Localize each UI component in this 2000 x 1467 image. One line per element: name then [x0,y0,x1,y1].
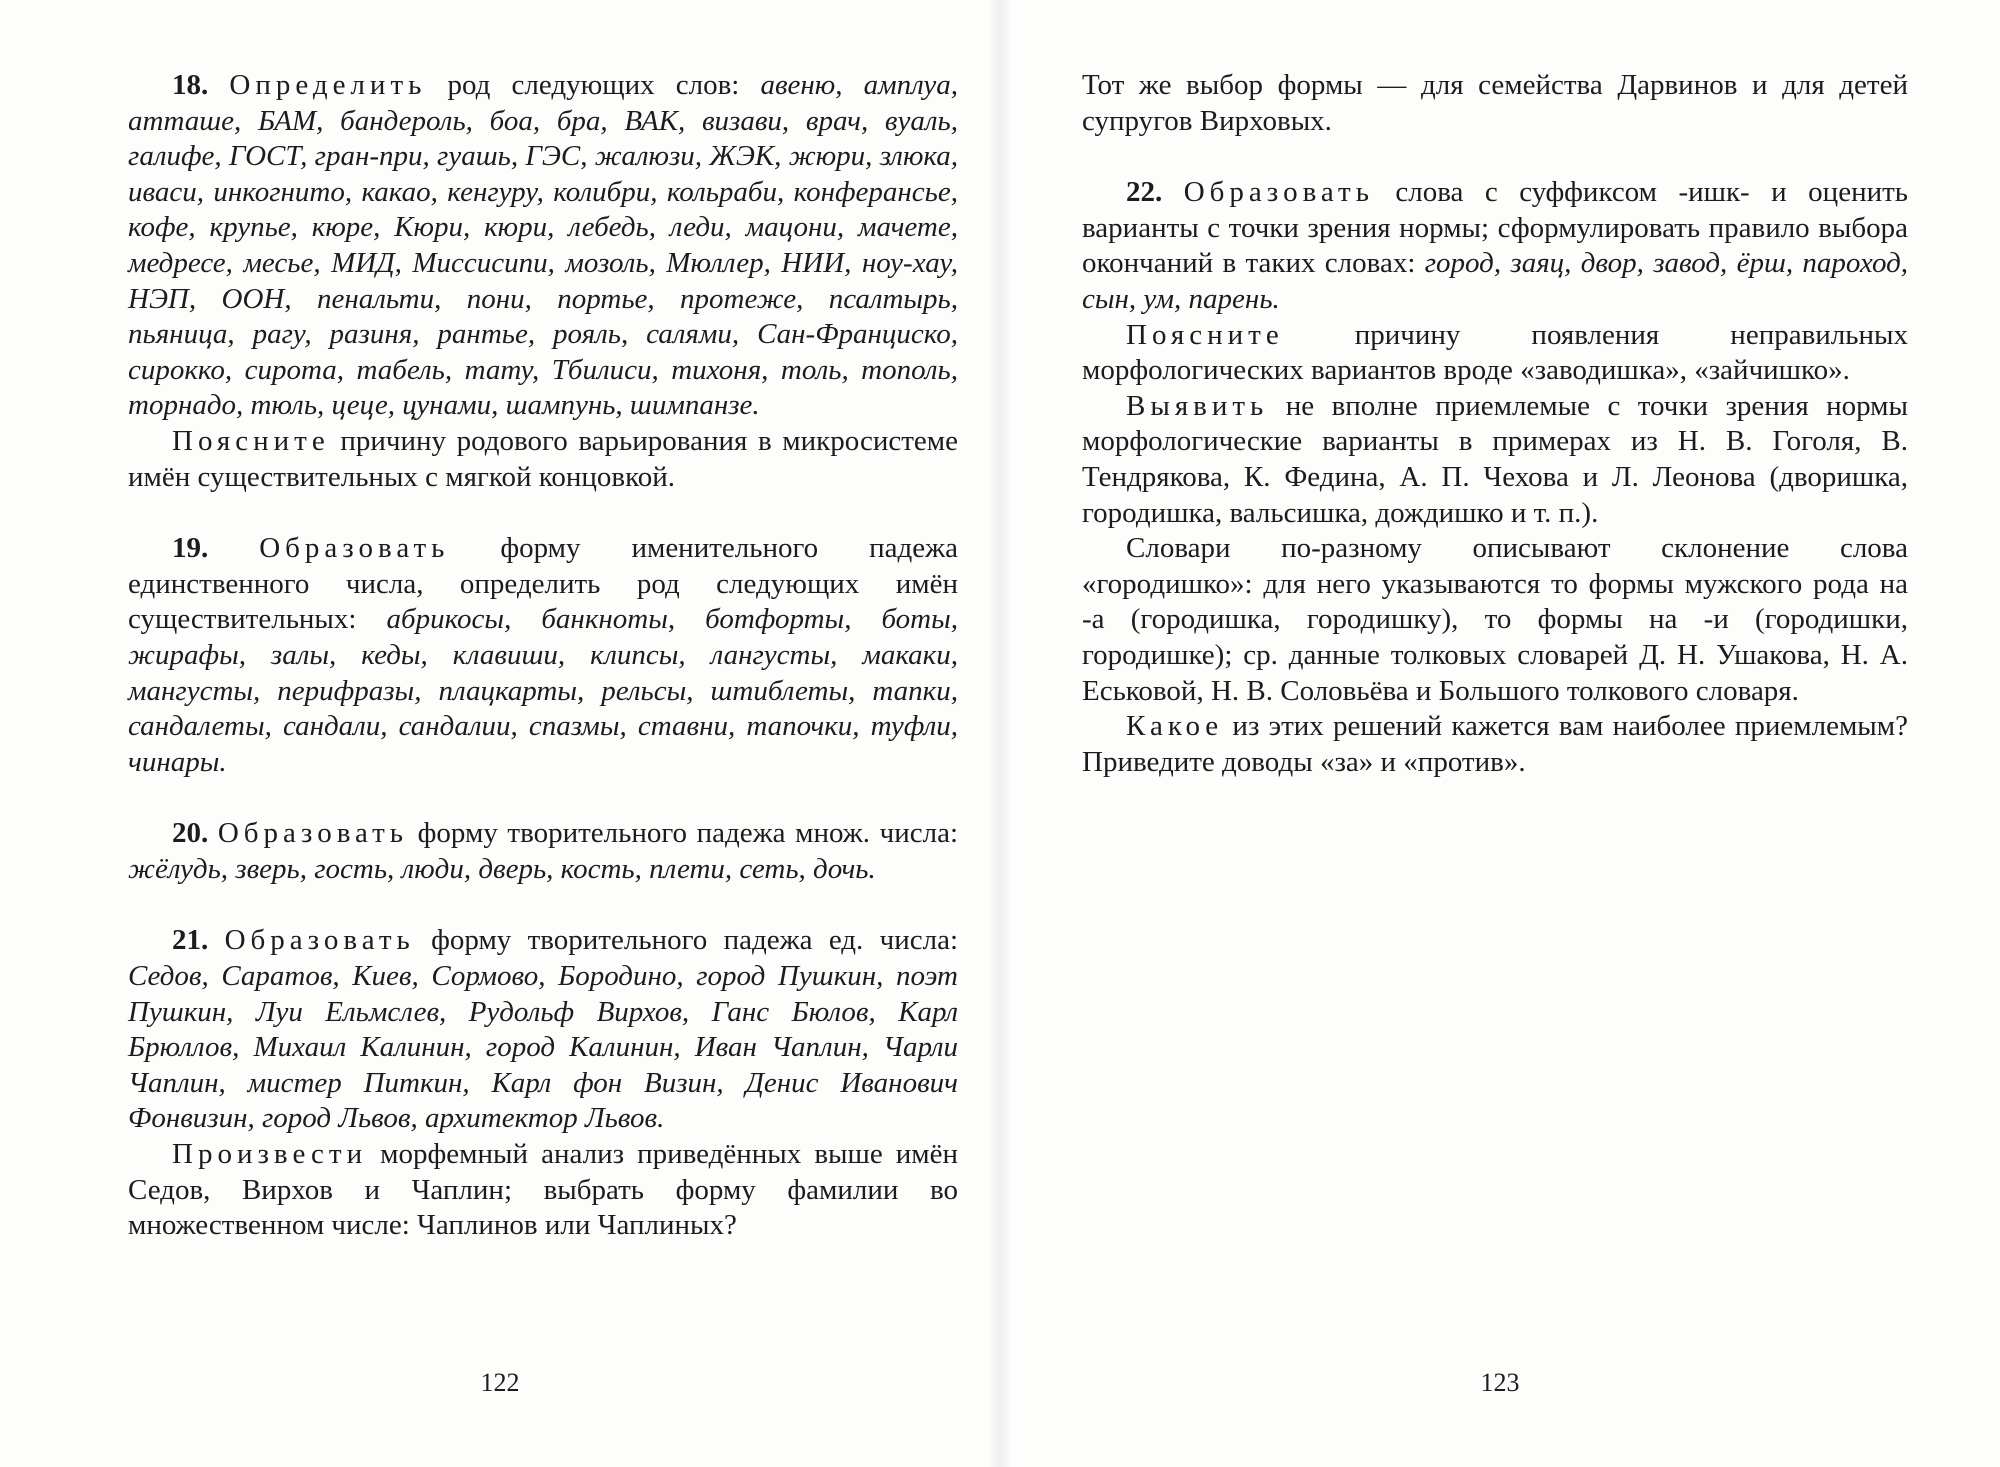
continuation-text: Тот же выбор формы — для семейства Дарвинов и для детей супругов Вирховых. [1082,69,1908,137]
task-number: 18. [172,69,209,101]
task-18-note [128,424,958,495]
note-text: морфемный анализ приведённых выше имён Седов, Вирхов и Чаплин; выбрать форму фамилии во множественном числе: Чаплинов или Чаплиных? [128,1138,959,1242]
note-verb: Поясните [1126,318,1284,351]
task-words: авеню, амплуа, атташе, БАМ, бандероль, боа, бра, ВАК, визави, врач, вуаль, галифе, ГОСТ, гран-при, гуашь, ГЭС, жалюзи, ЖЭК, жюри, злюка, иваси, инкогнито, какао, кенгуру, колибри, кольраби, конферансье, кофе, крупье, кюре, Кюри, кюри, лебедь, леди, мацони, мачете, медресе, месье, МИД, Миссисипи, мозоль, Мюллер, НИИ, ноу-хау, НЭП, ООН, пенальти, пони, портье, протеже, псалтырь, пьяница, рагу, разиня, рантье, рояль, салями, Сан-Франциско, сирокко, сирота, табель, тату, Тбилиси, тихоня, толь, тополь, торнадо, тюль, цеце, цунами, шампунь, шимпанзе. [128,69,959,422]
task-number: 21. [172,924,209,957]
note-text: причину появления неправильных морфологических вариантов вроде «заводишка», «зайчишко». [1082,318,1909,387]
task-22-note-2 [1082,389,1908,531]
task-21 [128,923,958,1137]
task-words: город, заяц, двор, завод, ёрш, пароход, сын, ум, парень. [1082,247,1909,315]
task-verb: Образовать [224,924,415,957]
note-verb: Какое [1126,710,1224,743]
task-19 [128,531,958,780]
right-page [1000,0,2000,1467]
page-number-left: 122 [480,1368,520,1397]
note-verb: Выявить [1126,389,1269,422]
task-20 [128,816,958,887]
page-number-right: 123 [1480,1368,1520,1397]
task-lead: род следующих слов: [447,69,740,101]
task-lead: форму именительного падежа единственного числа, определить род следующих имён существительных: [128,532,959,636]
task-lead: форму творительного падежа множ. числа: [417,817,959,850]
note-verb: Произвести [172,1138,368,1171]
note-text: из этих решений кажется вам наиболее приемлемым? Приведите доводы «за» и «против». [1082,710,1909,778]
task-22 [1082,175,1908,317]
task-lead: форму творительного падежа ед. числа: [431,924,959,957]
task-verb: Образовать [1183,176,1374,209]
task-number: 20. [172,817,209,850]
task-lead: слова с суффиксом -ишк- и оценить варианты с точки зрения нормы; сформулировать правило выбора окончаний в таких словах: [1082,176,1909,280]
task-words: Седов, Саратов, Киев, Сормово, Бородино, город Пушкин, поэт Пушкин, Луи Ельмслев, Рудольф Вирхов, Ганс Бюлов, Карл Брюллов, Михаил Калинин, город Калинин, Иван Чаплин, Чарли Чаплин, мистер Питкин, Карл фон Визин, Денис Иванович Фонвизин, город Львов, архитектор Львов. [128,960,958,1135]
note-verb: Поясните [172,424,330,457]
task-words: жёлудь, зверь, гость, люди, дверь, кость, плети, сеть, дочь. [128,852,876,885]
task-verb: Образовать [259,532,450,565]
task-22-note-1 [1082,318,1908,389]
task-22-dictionaries: Словари по-разному описывают склонение слова «городишко»: для него указываются то формы мужского рода на -а (городишка, городишку), то формы на -и (городишки, городишке); ср. данные толковых словарей Д. Н. Ушакова, Н. А. Еськовой, Н. В. Соловьёва и Большого толкового словаря. [1082,532,1908,707]
task-22-question [1082,709,1908,780]
note-text: причину родового варьирования в микросистеме имён существительных с мягкой концовкой. [128,424,958,493]
task-21-note [128,1137,958,1244]
task-verb: Определить [229,69,427,101]
task-18 [128,68,958,424]
task-verb: Образовать [217,817,409,850]
right-column [1082,68,1908,780]
task-number: 22. [1126,176,1163,209]
note-text: не вполне приемлемые с точки зрения нормы морфологические варианты в примерах из Н. В. Гоголя, В. Тендрякова, К. Федина, А. П. Чехова и Л. Леонова (дворишка, городишка, вальсишка, дождишко и т. п.). [1082,389,1909,529]
task-number: 19. [172,532,209,565]
left-column [128,68,958,1244]
task-words: абрикосы, банкноты, ботфорты, боты, жирафы, залы, кеды, клавиши, клипсы, лангусты, макаки, мангусты, перифразы, плацкарты, рельсы, штиблеты, тапки, сандалеты, сандали, сандалии, спазмы, ставни, тапочки, туфли, чинары. [128,603,959,778]
